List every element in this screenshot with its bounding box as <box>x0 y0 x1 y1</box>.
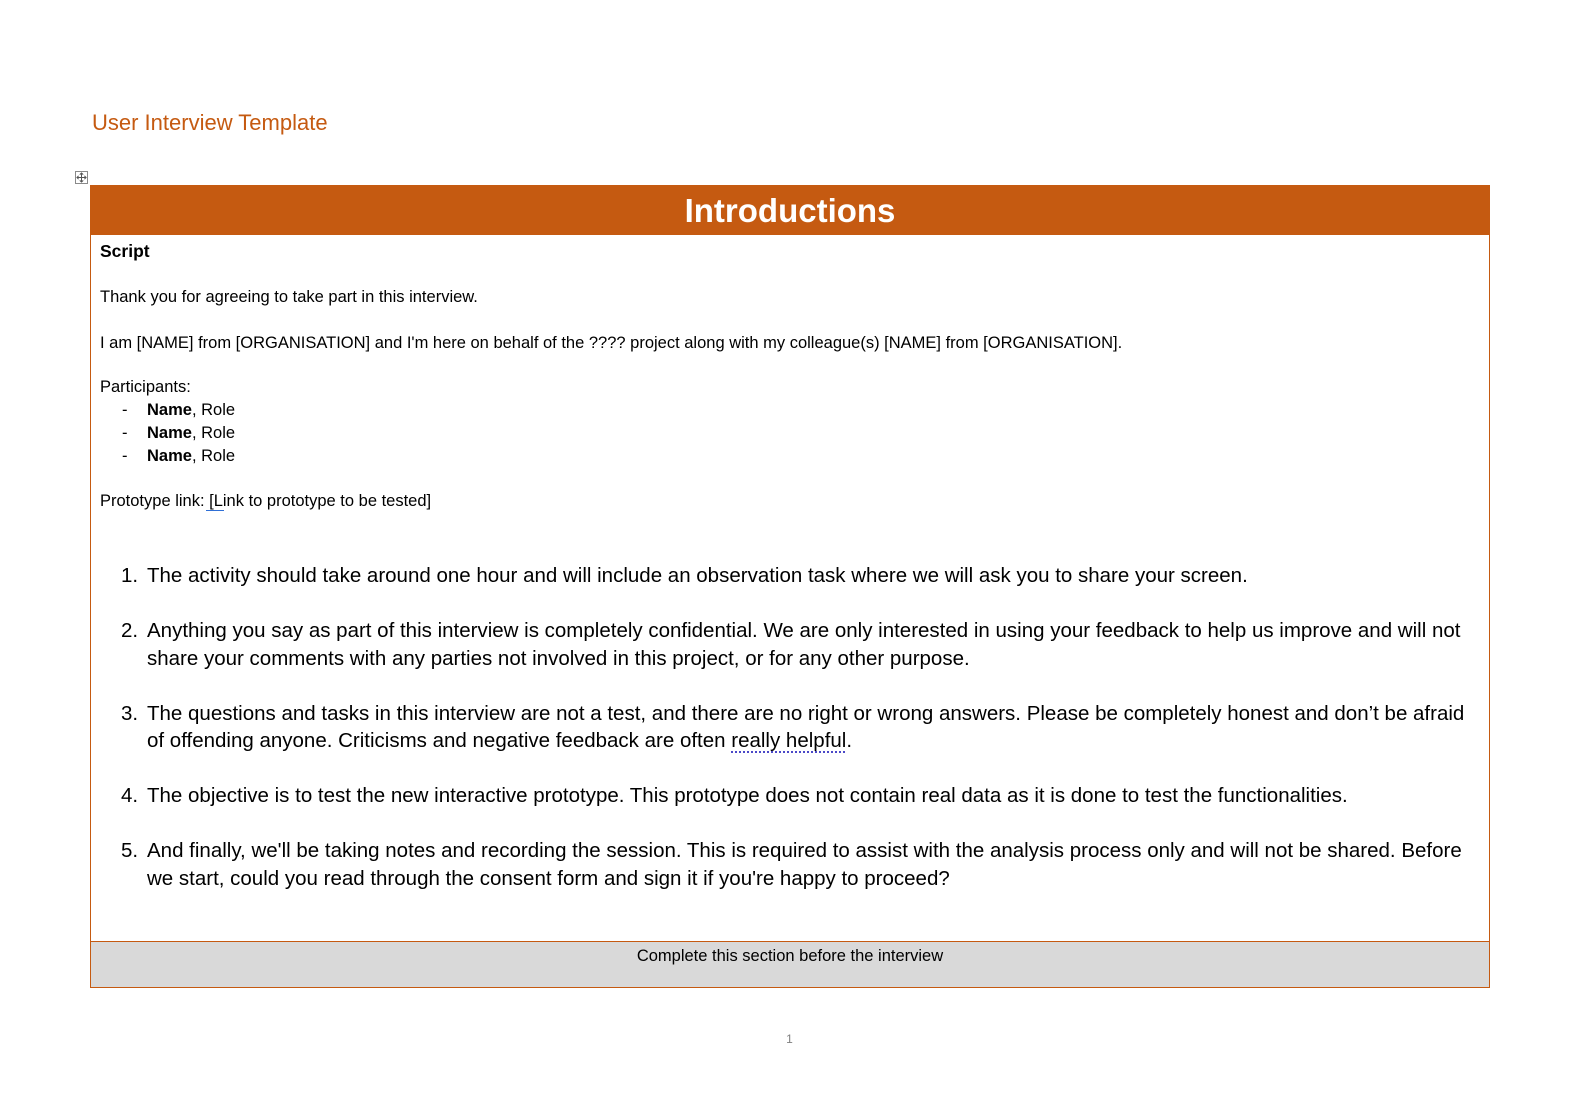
list-item-text: The objective is to test the new interactive prototype. This prototype does not contain real data as it is done to test the functionalities. <box>147 784 1348 807</box>
list-dash: - <box>122 401 128 419</box>
section-header: Introductions <box>91 186 1489 235</box>
participant-name: Name <box>147 447 192 465</box>
participant-role: , Role <box>191 447 236 465</box>
participant-item <box>122 445 235 468</box>
list-number: 1. <box>121 564 139 587</box>
list-item-text-end: . <box>846 729 853 752</box>
section-footer: Complete this section before the interview <box>91 941 1489 987</box>
page-number: 1 <box>786 1032 793 1046</box>
introductions-table <box>90 185 1490 988</box>
list-item <box>121 837 1487 892</box>
participants-list <box>122 399 235 468</box>
participant-name: Name <box>147 401 192 419</box>
hyperlink-underline <box>206 510 224 511</box>
list-item-text: Anything you say as part of this interview is completely confidential. We are only interested in using your feedback to help us improve and will not share your comments with any parties not involved in this project, or for any other purpose. <box>147 619 1461 670</box>
list-number: 2. <box>121 619 139 642</box>
list-dash: - <box>122 447 128 465</box>
participant-item <box>122 399 235 422</box>
list-item <box>121 700 1487 755</box>
list-item-text: The activity should take around one hour and will include an observation task where we will ask you to share your screen. <box>147 564 1248 587</box>
prototype-link-line[interactable]: Prototype link: [Link to prototype to be tested] <box>100 492 432 510</box>
list-number: 5. <box>121 839 139 862</box>
list-dash: - <box>122 424 128 442</box>
thanks-paragraph: Thank you for agreeing to take part in this interview. <box>100 288 478 306</box>
participants-label: Participants: <box>100 378 191 396</box>
script-label: Script <box>100 241 150 261</box>
participant-item <box>122 422 235 445</box>
list-item-text: The questions and tasks in this interview are not a test, and there are no right or wrong answers. Please be completely honest and don’t be afraid of offending anyone. Criticisms and negative feedback are often <box>147 701 1465 752</box>
document-title: User Interview Template <box>92 110 328 135</box>
participant-role: , Role <box>191 401 236 419</box>
list-item <box>121 782 1487 810</box>
list-number: 3. <box>121 701 139 725</box>
list-item <box>121 617 1487 672</box>
participant-role: , Role <box>191 424 236 442</box>
instructions-list <box>121 562 1487 920</box>
list-item <box>121 562 1487 590</box>
move-arrows-icon <box>76 172 87 183</box>
grammar-flagged-text[interactable]: really helpful <box>731 729 847 752</box>
participant-name: Name <box>147 424 192 442</box>
intro-paragraph: I am [NAME] from [ORGANISATION] and I'm here on behalf of the ???? project along with my colleague(s) [NAME] from [ORGANISATION]. <box>100 334 1123 352</box>
table-move-handle[interactable] <box>75 171 88 184</box>
list-number: 4. <box>121 784 139 807</box>
list-item-text: And finally, we'll be taking notes and recording the session. This is required to assist with the analysis process only and will not be shared. Before we start, could you read through the consent form and sign it if you're happy to proceed? <box>147 839 1462 890</box>
